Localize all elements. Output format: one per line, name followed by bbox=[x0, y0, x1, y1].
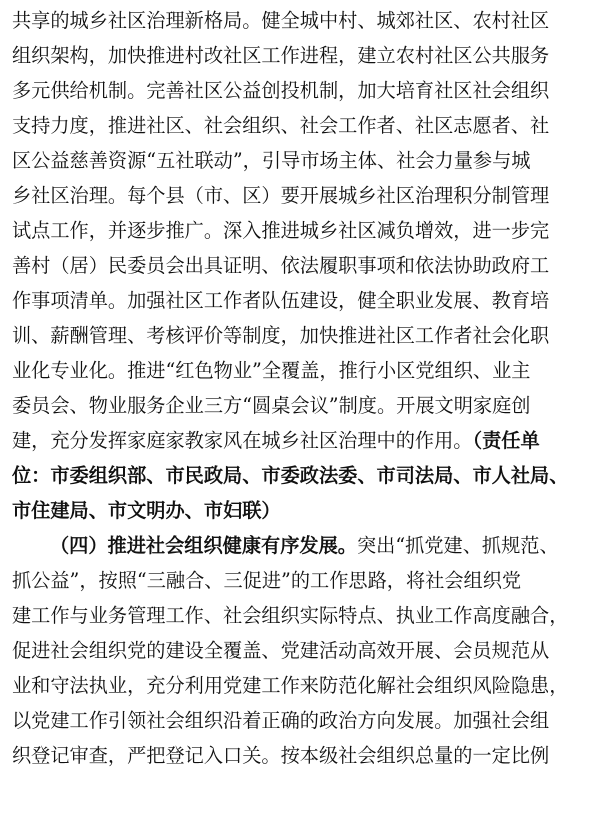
text-line: 建工作与业务管理工作、社会组织实际特点、执业工作高度融合， bbox=[12, 604, 569, 627]
text-line: 组织架构，加快推进村改社区工作进程，建立农村社区公共服务 bbox=[12, 44, 550, 67]
text-line: 作事项清单。加强社区工作者队伍建设，健全职业发展、教育培 bbox=[12, 289, 550, 312]
text-line: 支持力度，推进社区、社会组织、社会工作者、社区志愿者、社 bbox=[12, 114, 550, 137]
text-line: 区公益慈善资源“五社联动”，引导市场主体、社会力量参与城 bbox=[12, 149, 531, 172]
responsibility-note-line: 位：市委组织部、市民政局、市委政法委、市司法局、市人社局、 bbox=[12, 464, 569, 487]
text-line-content: 突出“抓党建、抓规范、 bbox=[357, 534, 559, 557]
responsibility-note: （责任单 bbox=[472, 429, 540, 452]
text-line: 委员会、物业服务企业三方“圆桌会议”制度。开展文明家庭创 bbox=[12, 394, 531, 417]
text-line: 善村（居）民委员会出具证明、依法履职事项和依法协助政府工 bbox=[12, 254, 550, 277]
text-line: 业和守法执业，充分利用党建工作来防范化解社会组织风险隐患， bbox=[12, 674, 569, 697]
section-heading: （四）推进社会组织健康有序发展。 bbox=[50, 534, 357, 557]
text-line: 以党建工作引领社会组织沿着正确的政治方向发展。加强社会组 bbox=[12, 709, 550, 732]
text-line: 乡社区治理。每个县（市、区）要开展城乡社区治理积分制管理 bbox=[12, 184, 550, 207]
text-line: 抓公益”，按照“三融合、三促进”的工作思路，将社会组织党 bbox=[12, 569, 522, 592]
text-line-content: 建，充分发挥家庭家教家风在城乡社区治理中的作用。 bbox=[12, 429, 473, 452]
responsibility-note-line: 市住建局、市文明办、市妇联） bbox=[12, 499, 281, 522]
text-line: 织登记审查，严把登记入口关。按本级社会组织总量的一定比例 bbox=[12, 744, 550, 767]
text-line: 多元供给机制。完善社区公益创投机制，加大培育社区社会组织 bbox=[12, 79, 550, 102]
text-line bbox=[50, 529, 559, 563]
text-line bbox=[12, 424, 540, 458]
text-line: 共享的城乡社区治理新格局。健全城中村、城郊社区、农村社区 bbox=[12, 9, 550, 32]
text-line: 业化专业化。推进“红色物业”全覆盖，推行小区党组织、业主 bbox=[12, 359, 531, 382]
text-line: 促进社会组织党的建设全覆盖、党建活动高效开展、会员规范从 bbox=[12, 639, 550, 662]
text-line: 试点工作，并逐步推广。深入推进城乡社区减负增效，进一步完 bbox=[12, 219, 550, 242]
text-line: 训、薪酬管理、考核评价等制度，加快推进社区工作者社会化职 bbox=[12, 324, 550, 347]
